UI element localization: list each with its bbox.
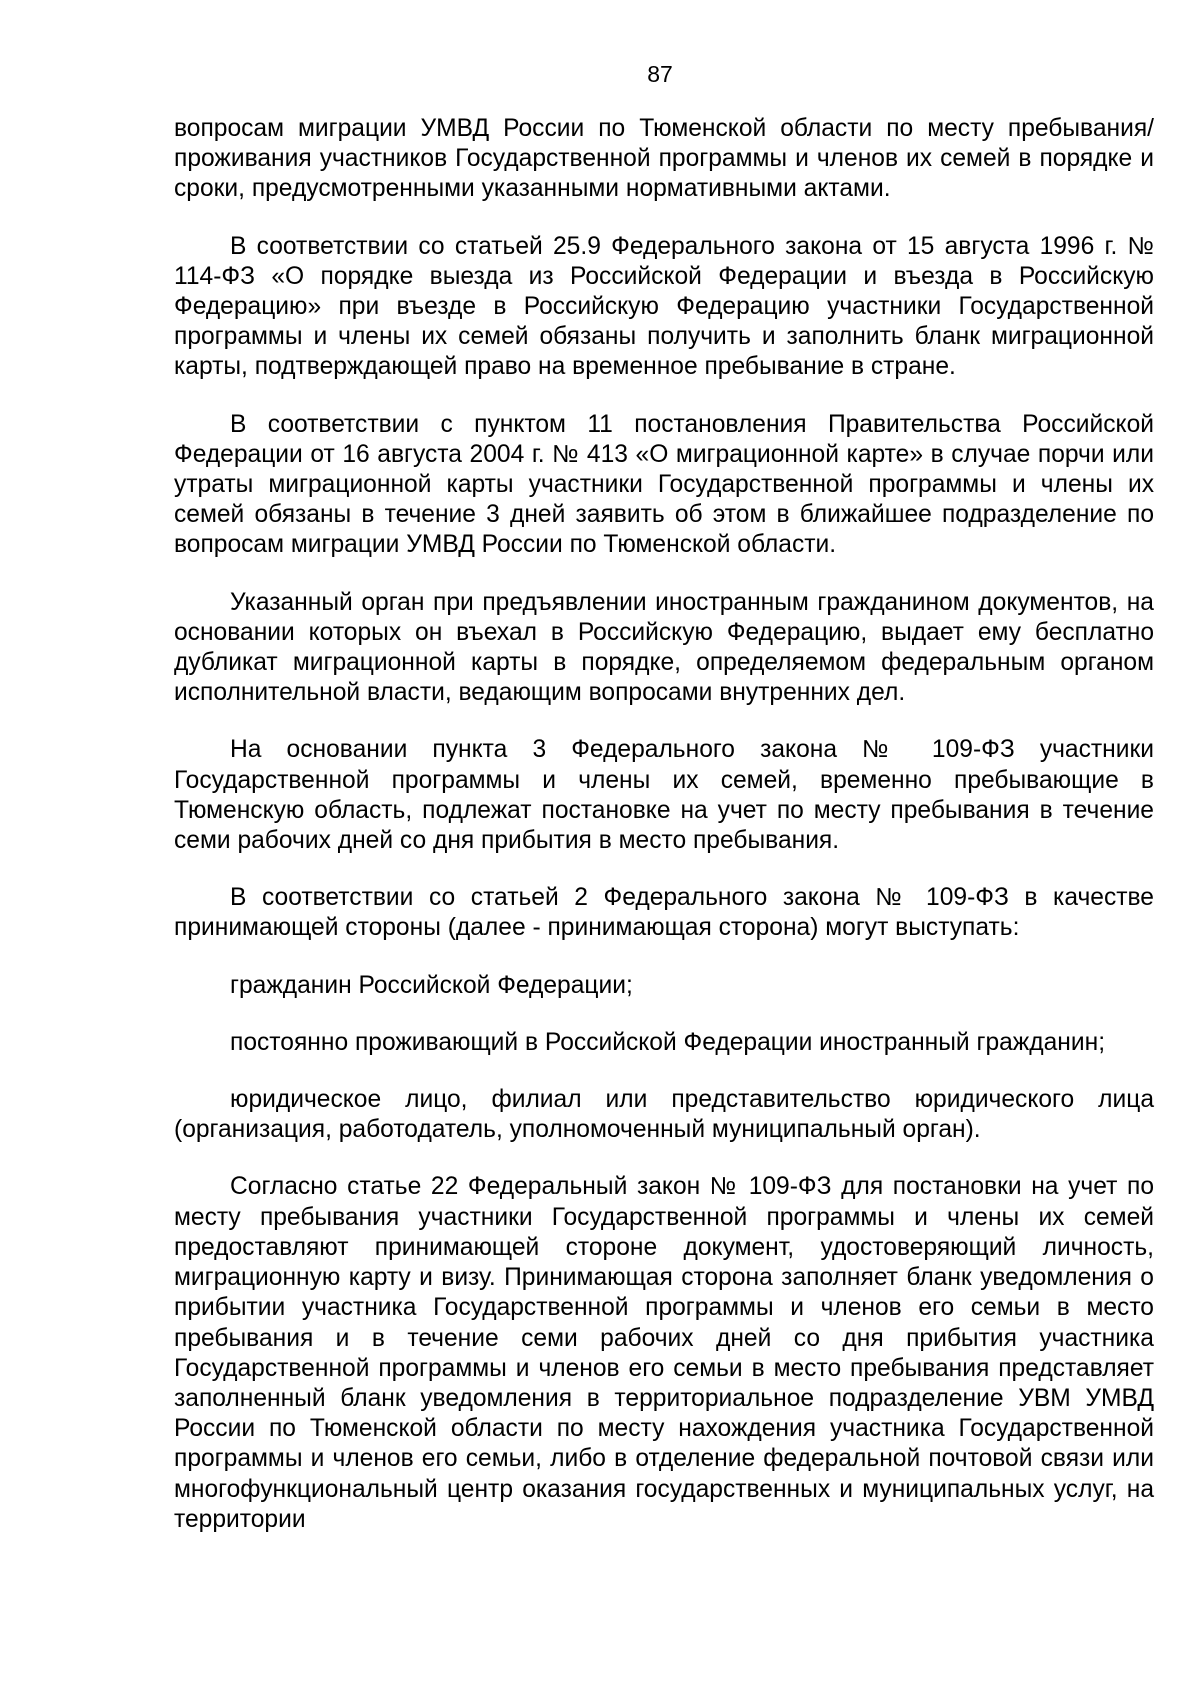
paragraph: Указанный орган при предъявлении иностранным гражданином документов, на основании которых он въехал в Российскую Федерацию, выдает ему бесплатно дубликат миграционной карты в порядке, определяемом федеральным органом исполнительной власти, ведающим вопросами внутренних дел. [174, 588, 1154, 707]
paragraph: На основании пункта 3 Федерального закона № 109-ФЗ участники Государственной программы и члены их семей, временно пребывающие в Тюменскую область, подлежат постановке на учет по месту пребывания в течение семи рабочих дней со дня прибытия в место пребывания. [174, 736, 1154, 855]
document-body [174, 114, 1154, 1535]
paragraph: В соответствии со статьей 2 Федерального закона № 109-ФЗ в качестве принимающей стороны (далее - принимающая сторона) могут выступать: [174, 884, 1154, 942]
paragraph: В соответствии со статьей 25.9 Федерального закона от 15 августа 1996 г. № 114-ФЗ «О порядке выезда из Российской Федерации и въезда в Российскую Федерацию» при въезде в Российскую Федерацию участники Государственной программы и члены их семей обязаны получить и заполнить бланк миграционной карты, подтверждающей право на временное пребывание в стране. [174, 232, 1154, 381]
list-item-paragraph: постоянно проживающий в Российской Федерации иностранный гражданин; [230, 1028, 1106, 1056]
list-item-paragraph: гражданин Российской Федерации; [230, 971, 633, 999]
paragraph-continuation: вопросам миграции УМВД России по Тюменской области по месту пребывания/проживания участников Государственной программы и членов их семей в порядке и сроки, предусмотренными указанными нормативными актами. [174, 115, 1154, 203]
page-number: 87 [647, 61, 673, 87]
paragraph: Согласно статье 22 Федеральный закон № 109-ФЗ для постановки на учет по месту пребывания участники Государственной программы и члены их семей предоставляют принимающей стороне документ, удостоверяющий личность, миграционную карту и визу. Принимающая сторона заполняет бланк уведомления о прибытии участника Государственной программы и членов его семьи в место пребывания и в течение семи рабочих дней со дня прибытия участника Государственной программы и членов его семьи в место пребывания представляет заполненный бланк уведомления в территориальное подразделение УВМ УМВД России по Тюменской области по месту нахождения участника Государственной программы и членов его семьи, либо в отделение федеральной почтовой связи или многофункциональный центр оказания государственных и муниципальных услуг, на территории [174, 1173, 1154, 1533]
list-item-paragraph: юридическое лицо, филиал или представительство юридического лица (организация, работодатель, уполномоченный муниципальный орган). [174, 1086, 1154, 1144]
paragraph: В соответствии с пунктом 11 постановления Правительства Российской Федерации от 16 августа 2004 г. № 413 «О миграционной карте» в случае порчи или утраты миграционной карты участники Государственной программы и члены их семей обязаны в течение 3 дней заявить об этом в ближайшее подразделение по вопросам миграции УМВД России по Тюменской области. [174, 410, 1154, 559]
